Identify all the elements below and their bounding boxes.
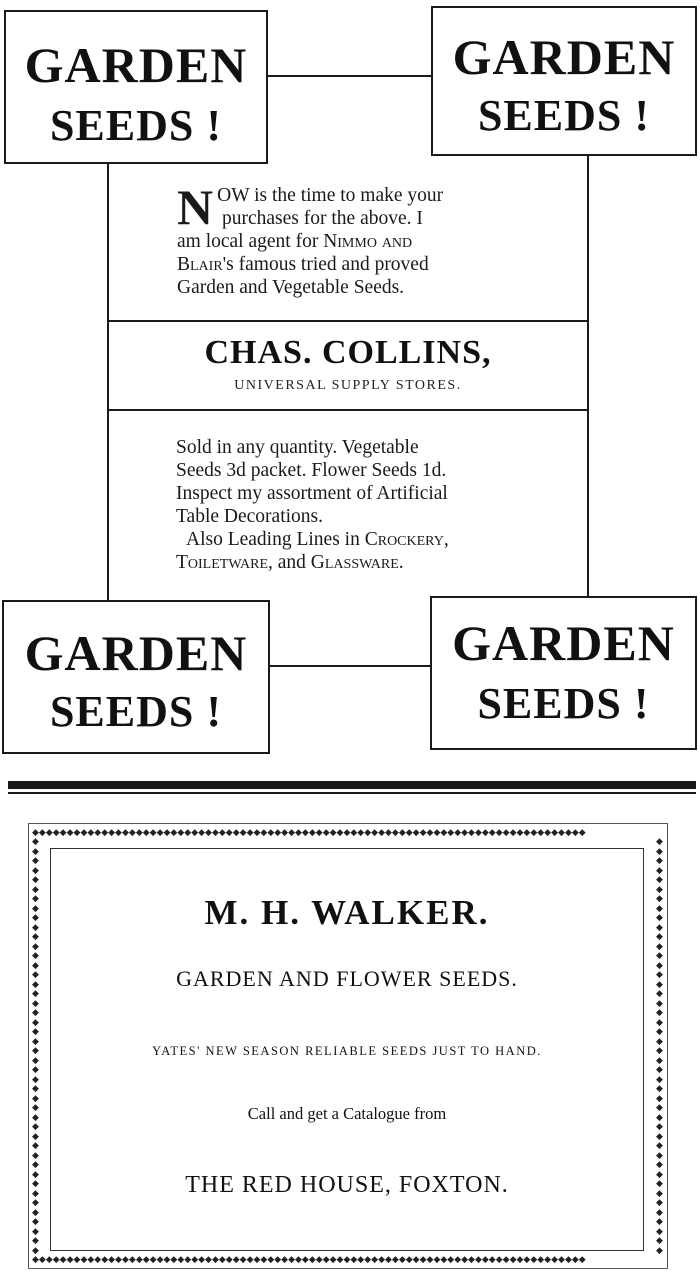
section-divider-thin	[8, 792, 696, 794]
section-divider-thick	[8, 781, 696, 789]
garden-seeds-box-bottom-right	[430, 596, 697, 750]
diamond-border-bottom: ◆◆◆◆◆◆◆◆◆◆◆◆◆◆◆◆◆◆◆◆◆◆◆◆◆◆◆◆◆◆◆◆◆◆◆◆◆◆◆◆◆◆◆◆◆◆◆◆◆◆◆◆◆◆◆◆◆◆◆◆◆◆◆◆◆◆◆◆◆◆◆◆◆◆◆◆◆◆◆◆	[32, 1255, 586, 1265]
panel-right-border	[587, 156, 589, 596]
garden-seeds-line1: GARDEN	[24, 625, 248, 681]
collins-intro	[177, 179, 537, 299]
intro-line: purchases for the above. I	[222, 208, 423, 229]
panel-divider-lower	[109, 409, 587, 411]
walker-tagline: YATES' NEW SEASON RELIABLE SEEDS JUST TO HAND.	[152, 1044, 542, 1058]
collins-details	[176, 436, 536, 574]
top-connector-line	[268, 75, 431, 77]
details-line: Seeds 3d packet. Flower Seeds 1d.	[176, 460, 447, 481]
garden-seeds-line1: GARDEN	[452, 29, 676, 85]
collins-subtitle: UNIVERSAL SUPPLY STORES.	[234, 378, 462, 393]
details-line: Sold in any quantity. Vegetable	[176, 437, 419, 458]
garden-seeds-line2: SEEDS !	[49, 101, 223, 150]
garden-seeds-line1: GARDEN	[24, 37, 248, 93]
details-line: Toiletware, and Glassware.	[176, 552, 404, 573]
intro-line: OW is the time to make your	[217, 185, 444, 206]
garden-seeds-line2: SEEDS !	[477, 91, 651, 140]
details-line: Inspect my assortment of Artificial	[176, 483, 448, 504]
intro-line: Garden and Vegetable Seeds.	[177, 277, 405, 298]
panel-left-border	[107, 164, 109, 600]
walker-heading: GARDEN AND FLOWER SEEDS.	[176, 966, 518, 991]
diamond-border-top: ◆◆◆◆◆◆◆◆◆◆◆◆◆◆◆◆◆◆◆◆◆◆◆◆◆◆◆◆◆◆◆◆◆◆◆◆◆◆◆◆◆◆◆◆◆◆◆◆◆◆◆◆◆◆◆◆◆◆◆◆◆◆◆◆◆◆◆◆◆◆◆◆◆◆◆◆◆◆◆◆	[32, 828, 586, 838]
diamond-border-right: ◆◆◆◆◆◆◆◆◆◆◆◆◆◆◆◆◆◆◆◆◆◆◆◆◆◆◆◆◆◆◆◆◆◆◆◆◆◆◆◆◆◆◆◆	[656, 838, 663, 1256]
bottom-connector-line	[270, 665, 430, 667]
garden-seeds-line2: SEEDS !	[49, 687, 223, 736]
garden-seeds-line2: SEEDS !	[477, 679, 650, 728]
garden-seeds-line1: GARDEN	[452, 615, 675, 671]
walker-name: M. H. WALKER.	[204, 893, 490, 932]
walker-address: THE RED HOUSE, FOXTON.	[185, 1172, 509, 1198]
garden-seeds-box-top-right	[431, 6, 697, 156]
panel-divider-upper	[109, 320, 587, 322]
collins-name: CHAS. COLLINS,	[204, 334, 492, 371]
garden-seeds-box-top-left	[4, 10, 268, 164]
details-line: Also Leading Lines in Crockery,	[186, 529, 449, 550]
walker-call: Call and get a Catalogue from	[247, 1104, 447, 1123]
dropcap-letter: N	[177, 179, 214, 235]
diamond-border-left: ◆◆◆◆◆◆◆◆◆◆◆◆◆◆◆◆◆◆◆◆◆◆◆◆◆◆◆◆◆◆◆◆◆◆◆◆◆◆◆◆◆◆◆◆	[32, 838, 39, 1256]
intro-line: am local agent for Nimmo and	[177, 231, 413, 252]
details-line: Table Decorations.	[176, 506, 323, 527]
garden-seeds-box-bottom-left	[2, 600, 270, 754]
intro-line: Blair's famous tried and proved	[177, 254, 429, 275]
